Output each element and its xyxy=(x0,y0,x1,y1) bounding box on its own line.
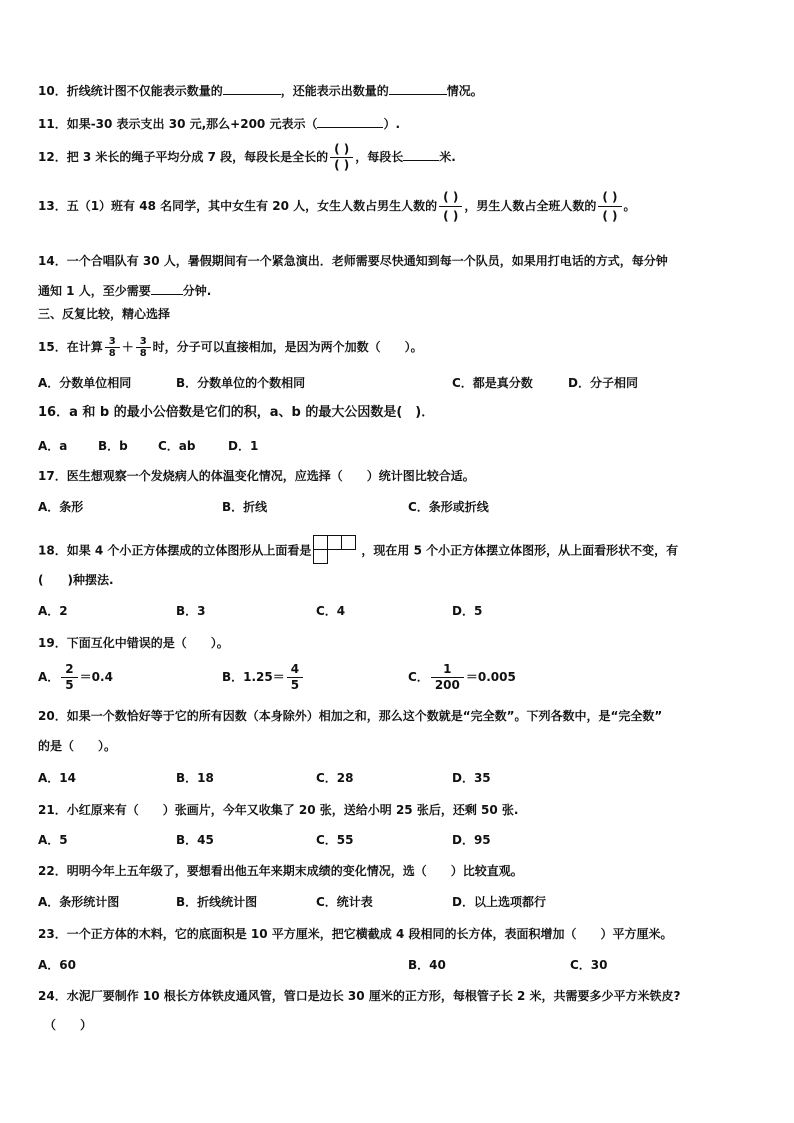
option-a[interactable]: A．条形统计图 xyxy=(38,895,120,909)
option-b[interactable]: B．18 xyxy=(176,771,214,785)
option-c[interactable]: C．统计表 xyxy=(316,895,373,909)
option-c[interactable]: C．28 xyxy=(316,771,354,785)
question-18: 18．如果 4 个小正方体摆成的立体图形从上面看是 ，现在用 5 个小正方体摆立体图形，从上面看形状不变，有 xyxy=(38,535,678,567)
answer-blank[interactable] xyxy=(403,148,439,161)
option-a[interactable]: A．条形 xyxy=(38,500,84,514)
option-c[interactable]: C．条形或折线 xyxy=(408,500,489,514)
option-d[interactable]: D．分子相同 xyxy=(568,376,638,390)
option-c[interactable]: C．30 xyxy=(570,958,608,972)
question-20-line2: 的是（ ）。 xyxy=(38,739,117,753)
question-18-line2: ( )种摆法. xyxy=(38,573,114,587)
question-12: 12．把 3 米长的绳子平均分成 7 段，每段长是全长的 $\frac{( )}{( )}$ ，每段长 米. xyxy=(38,142,456,172)
option-d[interactable]: D．35 xyxy=(452,771,491,785)
option-a[interactable]: A．a xyxy=(38,439,68,453)
question-23: 23．一个正方体的木料，它的底面积是 10 平方厘米，把它横截成 4 段相同的长方体，表面积增加（ ）平方厘米。 xyxy=(38,927,673,941)
fraction-blank[interactable]: $\frac{( )}{( )}$ xyxy=(330,142,353,173)
question-24: 24．水泥厂要制作 10 根长方体铁皮通风管，管口是边长 30 厘米的正方形，每根管子长 2 米，共需要多少平方米铁皮? xyxy=(38,989,681,1003)
option-a[interactable]: A． $\frac{2}{5}$ ＝0.4 xyxy=(38,662,113,692)
option-b[interactable]: B．3 xyxy=(176,604,206,618)
option-c[interactable]: C． $\frac{1}{200}$ ＝0.005 xyxy=(408,662,516,692)
option-d[interactable]: D．以上选项都行 xyxy=(452,895,546,909)
option-b[interactable]: B．45 xyxy=(176,833,214,847)
fraction-blank[interactable]: $\frac{( )}{( )}$ xyxy=(598,188,621,225)
option-b[interactable]: B．1.25＝ $\frac{4}{5}$ xyxy=(222,662,305,693)
answer-blank[interactable] xyxy=(389,82,447,95)
option-a[interactable]: A．5 xyxy=(38,833,68,847)
option-d[interactable]: D．5 xyxy=(452,604,483,618)
option-b[interactable]: B．b xyxy=(98,439,128,453)
answer-blank[interactable] xyxy=(151,282,183,295)
question-20: 20．如果一个数恰好等于它的所有因数（本身除外）相加之和，那么这个数就是“完全数”。下列各数中，是“完全数” xyxy=(38,709,663,723)
option-b[interactable]: B．40 xyxy=(408,958,446,972)
fraction: $\frac{4}{5}$ xyxy=(287,662,303,693)
option-b[interactable]: B．分数单位的个数相同 xyxy=(176,376,306,390)
fraction: $\frac{3}{8}$ xyxy=(136,336,151,359)
top-view-figure xyxy=(313,535,359,567)
fraction-blank[interactable]: $\frac{( )}{( )}$ xyxy=(439,188,462,225)
option-a[interactable]: A．2 xyxy=(38,604,68,618)
option-a[interactable]: A．60 xyxy=(38,958,76,972)
question-15: 15．在计算 $\frac{3}{8}$ ＋ $\frac{3}{8}$ 时，分子可以直接相加，是因为两个加数（ ）。 xyxy=(38,336,423,359)
option-c[interactable]: C．ab xyxy=(158,439,196,453)
question-22: 22．明明今年上五年级了，要想看出他五年来期末成绩的变化情况，选（ ）比较直观。 xyxy=(38,864,523,878)
option-b[interactable]: B．折线 xyxy=(222,500,268,514)
question-10: 10．折线统计图不仅能表示数量的 ，还能表示出数量的 情况。 xyxy=(38,84,483,98)
option-a[interactable]: A．分数单位相同 xyxy=(38,376,132,390)
question-14: 14．一个合唱队有 30 人，暑假期间有一个紧急演出．老师需要尽快通知到每一个队员，如果用打电话的方式，每分钟 xyxy=(38,254,668,268)
question-16: 16．a 和 b 的最小公倍数是它们的积，a、b 的最大公因数是( )． xyxy=(38,405,435,420)
option-c[interactable]: C．4 xyxy=(316,604,346,618)
question-21: 21．小红原来有（ ）张画片，今年又收集了 20 张，送给小明 25 张后，还剩 50 张. xyxy=(38,803,519,817)
option-c[interactable]: C．都是真分数 xyxy=(452,376,533,390)
fraction: $\frac{2}{5}$ xyxy=(61,662,77,693)
question-19: 19．下面互化中错误的是（ ）。 xyxy=(38,636,229,650)
question-17: 17．医生想观察一个发烧病人的体温变化情况，应选择（ ）统计图比较合适。 xyxy=(38,469,475,483)
answer-blank[interactable] xyxy=(317,115,383,128)
section-heading: 三、反复比较，精心选择 xyxy=(38,307,171,321)
option-d[interactable]: D．1 xyxy=(228,439,259,453)
option-c[interactable]: C．55 xyxy=(316,833,354,847)
question-13: 13．五（1）班有 48 名同学，其中女生有 20 人，女生人数占男生人数的 $\frac{( )}{( )}$ ，男生人数占全班人数的 $\frac{( )}{( )}$ 。 xyxy=(38,190,636,223)
question-11: 11．如果-30 表示支出 30 元,那么+200 元表示（ ）. xyxy=(38,117,401,131)
option-d[interactable]: D．95 xyxy=(452,833,491,847)
option-a[interactable]: A．14 xyxy=(38,771,76,785)
fraction: $\frac{1}{200}$ xyxy=(431,662,464,693)
question-14-line2: 通知 1 人，至少需要 分钟. xyxy=(38,284,212,298)
option-b[interactable]: B．折线统计图 xyxy=(176,895,258,909)
answer-parentheses[interactable]: （ ） xyxy=(44,1018,93,1032)
fraction: $\frac{3}{8}$ xyxy=(105,336,120,359)
answer-blank[interactable] xyxy=(223,82,281,95)
